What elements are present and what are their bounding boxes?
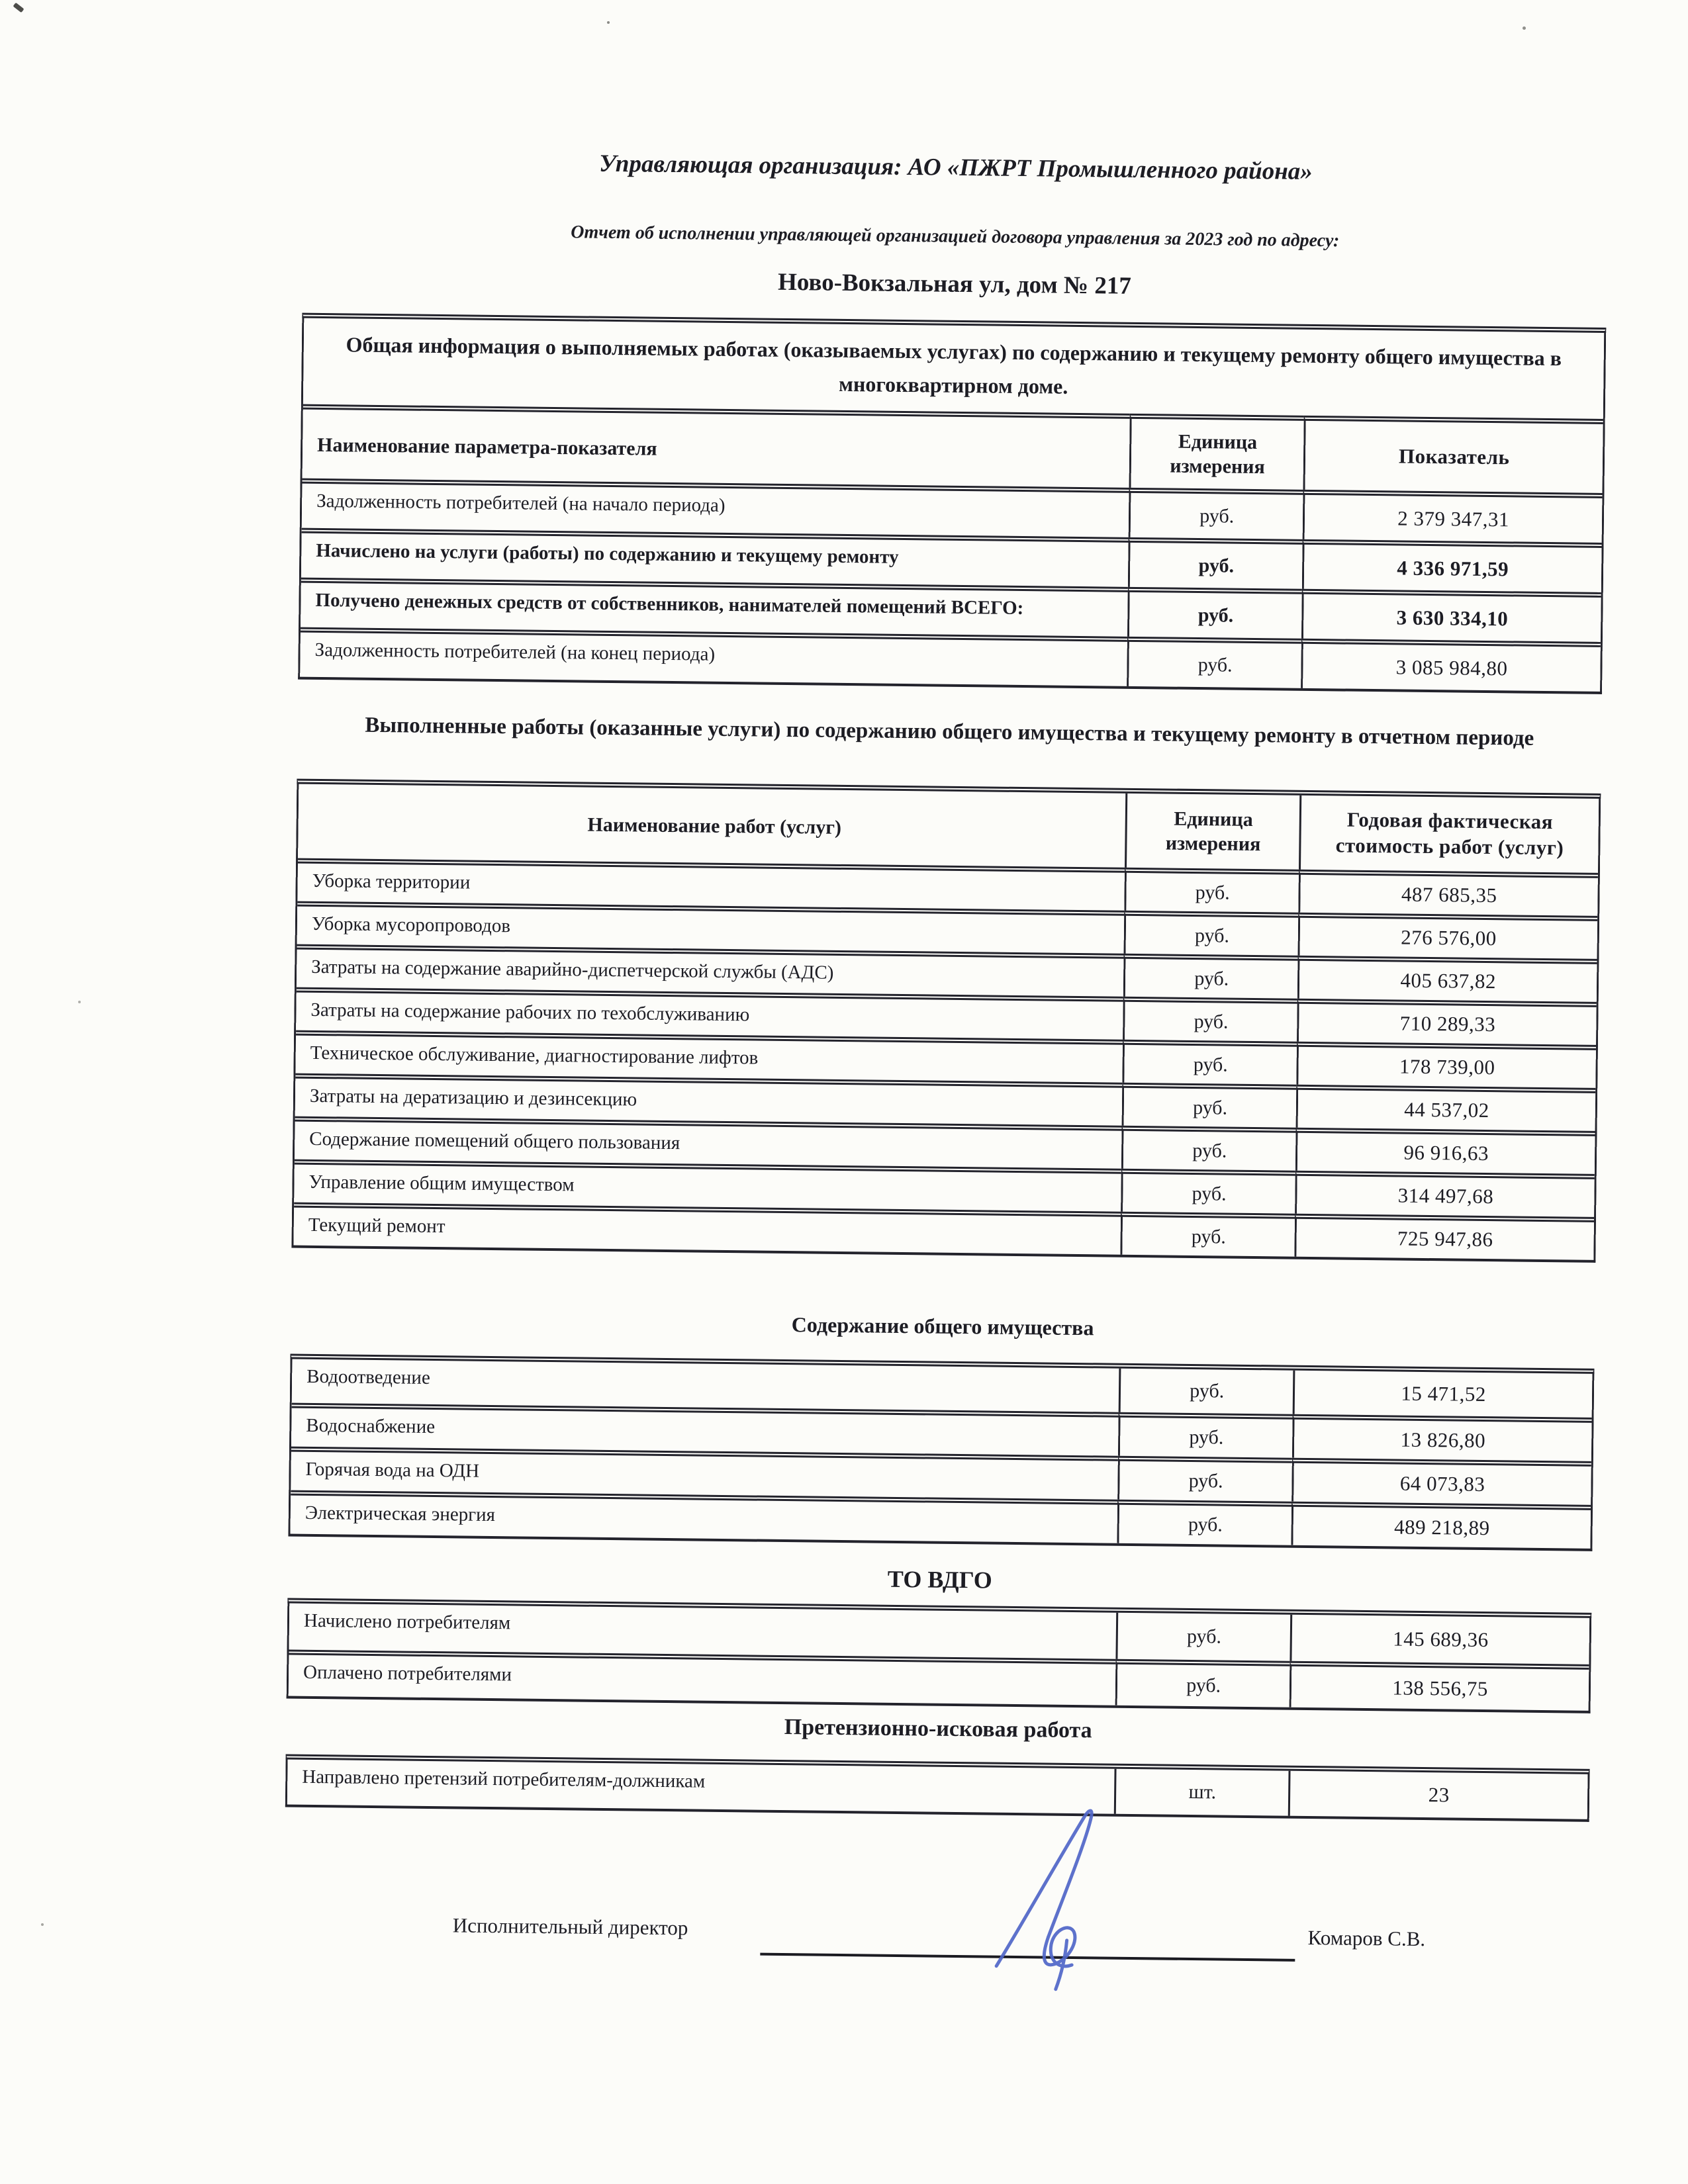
building-address: Ново-Вокзальная ул, дом № 217 xyxy=(777,268,1132,300)
column-header-unit: Единица измерения xyxy=(1125,794,1299,870)
row-label: Затраты на содержание аварийно-диспетчерской службы (АДС) xyxy=(297,944,1124,997)
row-label: Оплачено потребителями xyxy=(289,1650,1116,1706)
table-title: Общая информация о выполняемых работах (оказываемых услугах) по содержанию и текущему ремонту общего имущества в многоквартирном доме. xyxy=(346,332,1562,398)
row-label: Текущий ремонт xyxy=(293,1203,1121,1255)
row-value: 64 073,83 xyxy=(1291,1458,1591,1505)
row-value: 3 630 334,10 xyxy=(1301,589,1601,642)
row-value: 2 379 347,31 xyxy=(1303,490,1603,543)
scan-speck xyxy=(1523,26,1526,30)
column-header-name: Наименование работ (услуг) xyxy=(587,813,842,839)
row-unit: руб. xyxy=(1129,488,1303,539)
row-label: Задолженность потребителей (на начало периода) xyxy=(302,478,1129,537)
signature-scribble xyxy=(955,1800,1156,1994)
row-label: Управление общим имуществом xyxy=(294,1160,1121,1212)
report-subtitle: Отчет об исполнении управляющей организацией договора управления за 2023 год по адресу: xyxy=(571,222,1340,251)
row-label: Горячая вода на ОДН xyxy=(291,1447,1118,1500)
signer-name: Комаров С.В. xyxy=(1307,1926,1426,1951)
row-unit: руб. xyxy=(1124,868,1299,913)
row-value: 178 739,00 xyxy=(1297,1042,1596,1088)
section-title-claims: Претензионно-исковая работа xyxy=(784,1715,1092,1743)
row-value: 15 471,52 xyxy=(1293,1371,1592,1418)
row-value: 3 085 984,80 xyxy=(1301,639,1601,692)
row-label: Начислено на услуги (работы) по содержанию и текущему ремонту xyxy=(301,528,1129,587)
row-label: Затраты на дератизацию и дезинсекцию xyxy=(295,1073,1123,1126)
row-unit: руб. xyxy=(1119,1369,1293,1414)
row-label: Уборка мусоропроводов xyxy=(297,901,1125,954)
column-header-value: Показатель xyxy=(1303,416,1603,493)
row-unit: руб. xyxy=(1121,1169,1295,1214)
row-value: 725 947,86 xyxy=(1295,1214,1594,1260)
org-title: Управляющая организация: АО «ПЖРТ Промышленного района» xyxy=(598,150,1313,185)
row-label: Уборка территории xyxy=(297,858,1125,911)
row-unit: руб. xyxy=(1124,911,1299,956)
column-header-name: Наименование параметра-показателя xyxy=(303,404,1130,488)
signer-position-label: Исполнительный директор xyxy=(452,1913,688,1940)
row-value: 710 289,33 xyxy=(1297,999,1596,1045)
row-value: 405 637,82 xyxy=(1297,956,1597,1002)
column-header-value: Годовая фактическая стоимость работ (услуг) xyxy=(1299,796,1599,873)
row-unit: руб. xyxy=(1115,1659,1290,1707)
row-value: 23 xyxy=(1288,1771,1587,1819)
scan-speck xyxy=(41,1923,44,1926)
section-title-vdgo: ТО ВДГО xyxy=(887,1565,992,1594)
row-label: Направлено претензий потребителям-должникам xyxy=(302,1766,706,1792)
row-label: Водоотведение xyxy=(306,1365,430,1388)
row-value: 487 685,35 xyxy=(1299,870,1598,916)
table-claims xyxy=(285,1754,1590,1822)
scan-speck xyxy=(78,1001,81,1003)
row-value: 138 556,75 xyxy=(1289,1661,1589,1711)
row-unit: руб. xyxy=(1120,1212,1295,1257)
row-label: Задолженность потребителей (на конец периода) xyxy=(300,627,1127,686)
row-unit: руб. xyxy=(1117,1500,1292,1545)
row-value: 489 218,89 xyxy=(1291,1502,1591,1549)
row-value: 96 916,63 xyxy=(1295,1128,1595,1174)
row-label: Водоснабжение xyxy=(291,1403,1119,1456)
row-value: 44 537,02 xyxy=(1296,1085,1595,1131)
row-label: Содержание помещений общего пользования xyxy=(295,1116,1122,1169)
row-label: Техническое обслуживание, диагностирование лифтов xyxy=(295,1030,1123,1083)
table-vdgo xyxy=(287,1598,1592,1713)
row-value: 4 336 971,59 xyxy=(1302,539,1602,592)
row-unit: руб. xyxy=(1122,1083,1297,1128)
row-unit: руб. xyxy=(1128,537,1303,589)
row-value: 314 497,68 xyxy=(1295,1171,1594,1217)
column-header-unit: Единица измерения xyxy=(1129,414,1304,490)
row-value: 145 689,36 xyxy=(1290,1615,1589,1664)
row-label: Получено денежных средств от собственников, нанимателей помещений ВСЕГО: xyxy=(301,578,1128,637)
row-unit: руб. xyxy=(1127,637,1301,688)
section-title-common-property: Содержание общего имущества xyxy=(791,1312,1094,1340)
row-value: 276 576,00 xyxy=(1298,913,1597,959)
row-unit: руб. xyxy=(1116,1613,1291,1661)
row-unit: руб. xyxy=(1118,1412,1293,1458)
row-unit: шт. xyxy=(1114,1769,1289,1816)
row-label: Электрическая энергия xyxy=(291,1490,1118,1543)
row-unit: руб. xyxy=(1121,1126,1296,1171)
row-unit: руб. xyxy=(1123,954,1298,999)
table-general-info xyxy=(298,313,1606,695)
row-unit: руб. xyxy=(1122,1040,1297,1085)
row-unit: руб. xyxy=(1127,587,1302,639)
row-value: 13 826,80 xyxy=(1292,1414,1591,1461)
row-label: Затраты на содержание рабочих по техобслуживанию xyxy=(296,987,1123,1040)
section-title-works: Выполненные работы (оказанные услуги) по содержанию общего имущества и текущему ремонту в отчетном периоде xyxy=(365,713,1534,751)
row-label: Начислено потребителям xyxy=(303,1610,511,1634)
row-unit: руб. xyxy=(1117,1456,1292,1502)
row-unit: руб. xyxy=(1123,997,1297,1042)
table-common-property xyxy=(288,1354,1594,1551)
table-works-performed xyxy=(291,779,1601,1263)
scan-speck xyxy=(607,21,610,24)
